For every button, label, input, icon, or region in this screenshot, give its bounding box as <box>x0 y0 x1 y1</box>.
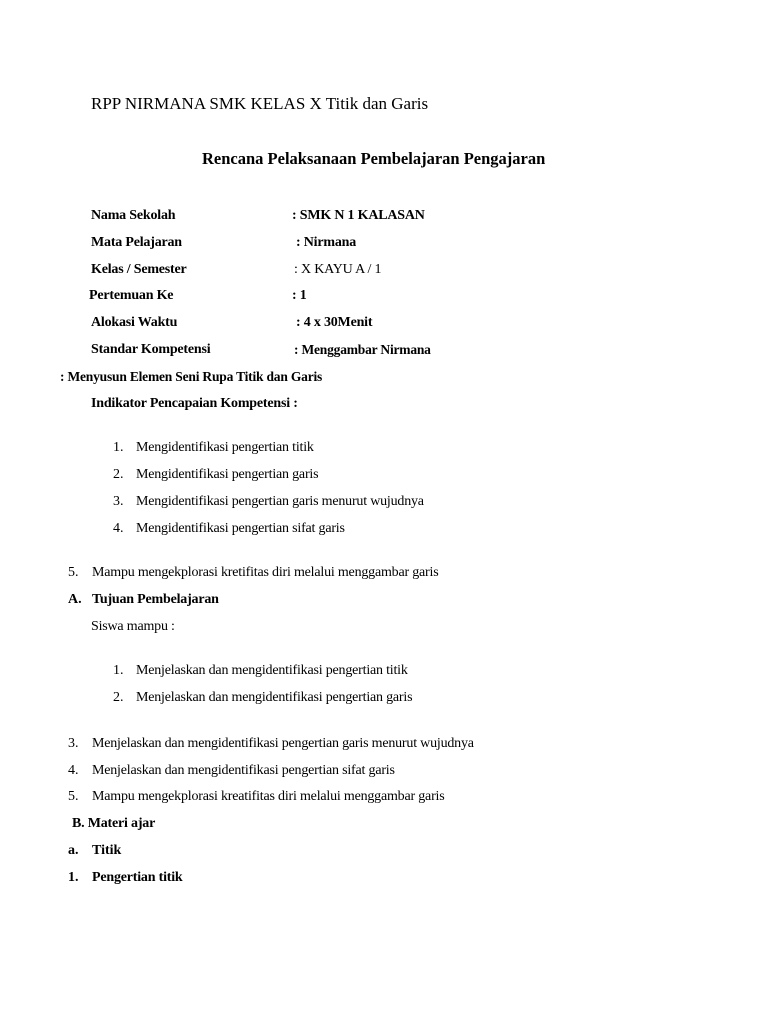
indikator-num-3: 3. <box>113 494 124 509</box>
info-value-alokasi-waktu: : 4 x 30Menit <box>296 315 373 330</box>
sub-a-letter: a. <box>68 843 79 858</box>
indikator-item-4: Mengidentifikasi pengertian sifat garis <box>136 521 345 536</box>
tujuan-item-2: Menjelaskan dan mengidentifikasi pengertian garis <box>136 690 413 705</box>
tujuan-num-5: 5. <box>68 789 79 804</box>
sub-a-title: Titik <box>92 843 122 858</box>
sub-1-title: Pengertian titik <box>92 870 183 885</box>
info-value-kelas-semester: : X KAYU A / 1 <box>294 262 382 277</box>
info-label-kelas-semester: Kelas / Semester <box>91 262 187 277</box>
indikator-item-3: Mengidentifikasi pengertian garis menurut wujudnya <box>136 494 424 509</box>
info-label-mata-pelajaran: Mata Pelajaran <box>91 235 182 250</box>
info-label-standar-kompetensi: Standar Kompetensi <box>91 342 211 357</box>
indikator-item-1: Mengidentifikasi pengertian titik <box>136 440 314 455</box>
info-label-nama-sekolah: Nama Sekolah <box>91 208 176 223</box>
info-value-standar-kompetensi: : Menggambar Nirmana <box>294 342 431 357</box>
tujuan-item-5: Mampu mengekplorasi kreatifitas diri melalui menggambar garis <box>92 789 445 804</box>
tujuan-num-2: 2. <box>113 690 124 705</box>
tujuan-letter: A. <box>68 592 82 607</box>
tujuan-num-4: 4. <box>68 763 79 778</box>
indikator-item-5: Mampu mengekplorasi kretifitas diri melalui menggambar garis <box>92 565 439 580</box>
indikator-num-4: 4. <box>113 521 124 536</box>
tujuan-item-4: Menjelaskan dan mengidentifikasi pengertian sifat garis <box>92 763 395 778</box>
document-header: RPP NIRMANA SMK KELAS X Titik dan Garis <box>91 94 429 113</box>
info-label-alokasi-waktu: Alokasi Waktu <box>91 315 178 330</box>
indikator-num-1: 1. <box>113 440 124 455</box>
materi-heading: B. Materi ajar <box>72 816 156 831</box>
tujuan-num-1: 1. <box>113 663 124 678</box>
indikator-heading: Indikator Pencapaian Kompetensi : <box>91 396 298 411</box>
info-value-mata-pelajaran: : Nirmana <box>296 235 357 250</box>
main-title: Rencana Pelaksanaan Pembelajaran Pengajaran <box>202 149 546 168</box>
indikator-num-2: 2. <box>113 467 124 482</box>
tujuan-heading: Tujuan Pembelajaran <box>92 592 219 607</box>
tujuan-intro: Siswa mampu : <box>91 619 175 634</box>
info-label-pertemuan: Pertemuan Ke <box>89 288 174 303</box>
tujuan-item-1: Menjelaskan dan mengidentifikasi pengertian titik <box>136 663 408 678</box>
tujuan-item-3: Menjelaskan dan mengidentifikasi pengertian garis menurut wujudnya <box>92 736 474 751</box>
kompetensi-dasar-text: : Menyusun Elemen Seni Rupa Titik dan Garis <box>60 369 323 384</box>
indikator-num-5: 5. <box>68 565 79 580</box>
indikator-item-2: Mengidentifikasi pengertian garis <box>136 467 319 482</box>
sub-1-num: 1. <box>68 870 79 885</box>
tujuan-num-3: 3. <box>68 736 79 751</box>
info-value-pertemuan: : 1 <box>292 288 307 303</box>
info-value-nama-sekolah: : SMK N 1 KALASAN <box>292 208 425 223</box>
